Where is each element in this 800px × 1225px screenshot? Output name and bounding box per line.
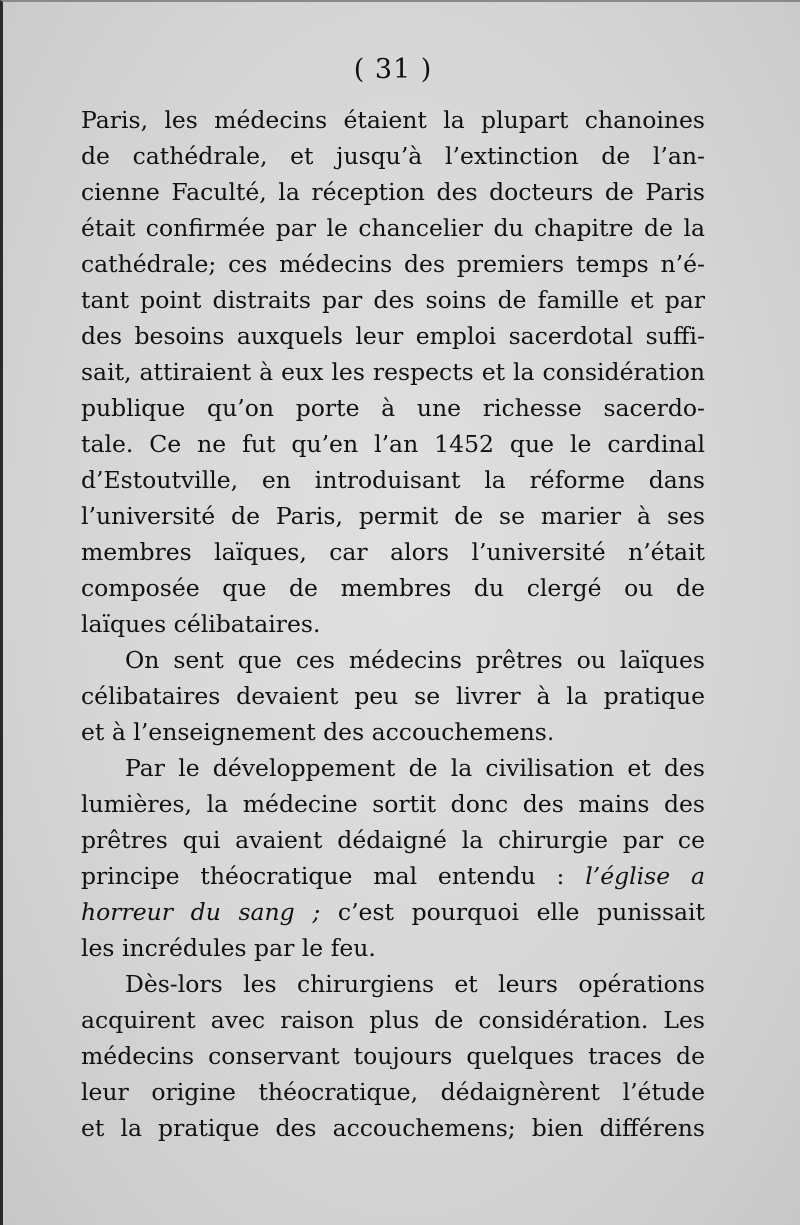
text-line: sait, attiraient à eux les respects et la considération [81, 358, 705, 386]
text-line: acquirent avec raison plus de considération. Les [81, 1006, 705, 1034]
text-line: de cathédrale, et jusqu’à l’extinction de l’an- [81, 142, 705, 170]
text-line: laïques célibataires. [81, 610, 321, 638]
text-line: des besoins auxquels leur emploi sacerdotal suffi- [81, 322, 705, 350]
text-line: prêtres qui avaient dédaigné la chirurgie par ce [81, 826, 705, 854]
text-line: les incrédules par le feu. [81, 934, 376, 962]
text-line-with-italic [81, 858, 705, 894]
text-line: et à l’enseignement des accouchemens. [81, 718, 555, 746]
text-line: membres laïques, car alors l’université n’était [81, 538, 705, 566]
text-line: et la pratique des accouchemens; bien différens [81, 1114, 705, 1142]
text-line: composée que de membres du clergé ou de [81, 574, 705, 602]
text-line: leur origine théocratique, dédaignèrent l’étude [81, 1078, 705, 1106]
italic-quote: horreur du sang ; [81, 898, 321, 926]
text-line: Dès-lors les chirurgiens et leurs opérations [125, 970, 705, 998]
text-line: Paris, les médecins étaient la plupart chanoines [81, 106, 705, 134]
text-line: médecins conservant toujours quelques traces de [81, 1042, 705, 1070]
text-line: lumières, la médecine sortit donc des mains des [81, 790, 705, 818]
text-line: cienne Faculté, la réception des docteurs de Paris [81, 178, 705, 206]
text-segment: c’est pourquoi elle punissait [337, 898, 706, 926]
page-number: ( 31 ) [353, 54, 433, 85]
text-line: Par le développement de la civilisation et des [125, 754, 705, 782]
text-line: On sent que ces médecins prêtres ou laïques [125, 646, 705, 674]
text-line: célibataires devaient peu se livrer à la pratique [81, 682, 705, 710]
body-text [81, 102, 705, 1146]
text-line: tale. Ce ne fut qu’en l’an 1452 que le cardinal [81, 430, 705, 458]
text-segment: principe théocratique mal entendu : [81, 862, 565, 890]
text-line: publique qu’on porte à une richesse sacerdo- [81, 394, 705, 422]
text-line-with-italic [81, 894, 705, 930]
italic-quote: l’église a [585, 862, 705, 890]
text-line: était confirmée par le chancelier du chapitre de la [81, 214, 705, 242]
text-line: d’Estoutville, en introduisant la réforme dans [81, 466, 705, 494]
text-line: tant point distraits par des soins de famille et par [81, 286, 705, 314]
text-line: l’université de Paris, permit de se marier à ses [81, 502, 705, 530]
text-line: cathédrale; ces médecins des premiers temps n’é- [81, 250, 705, 278]
